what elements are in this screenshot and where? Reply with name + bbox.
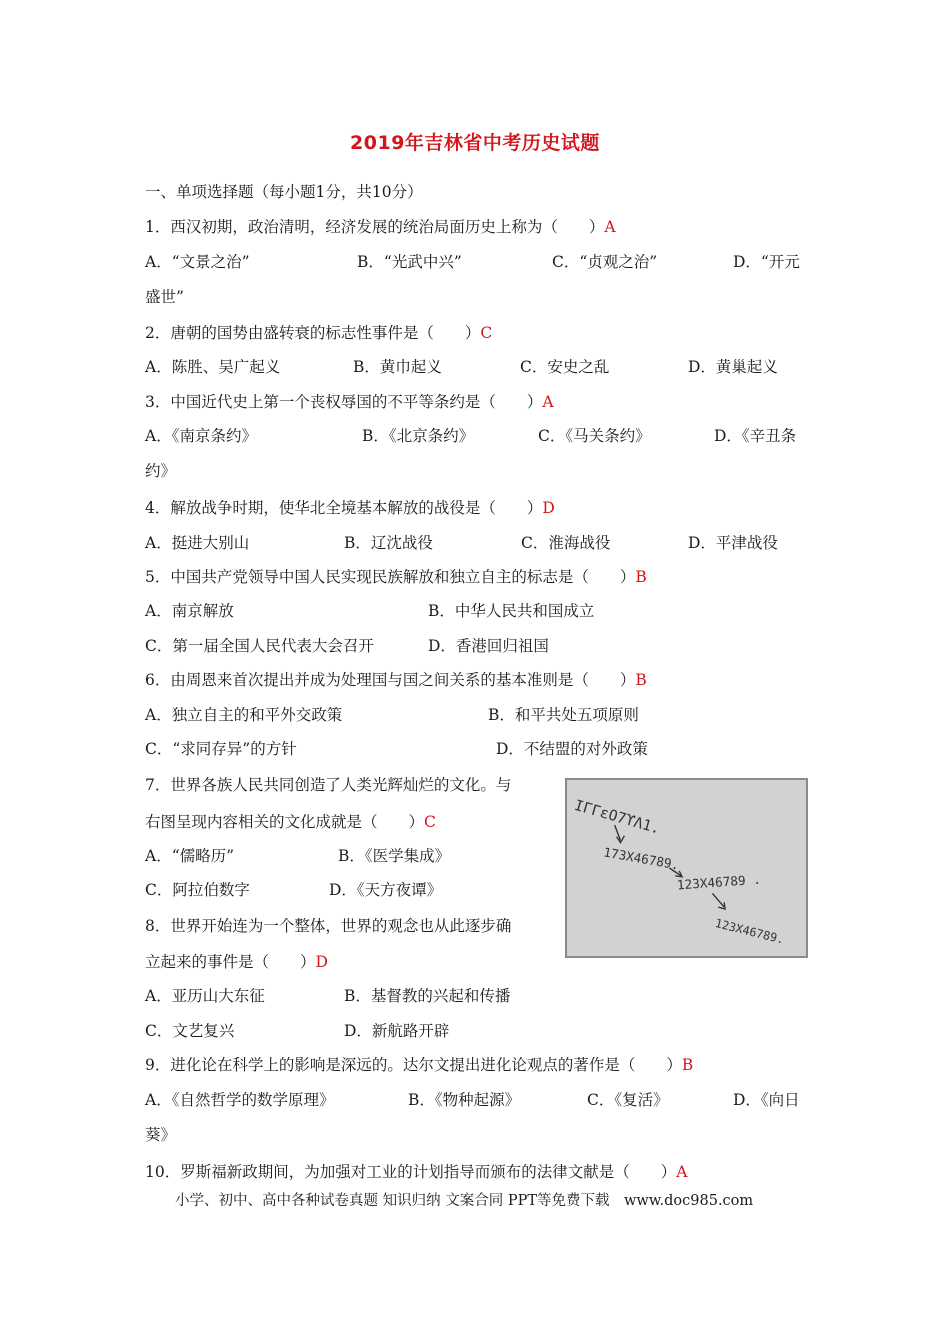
q9-option-b: B．《物种起源》: [408, 1091, 521, 1109]
question-5-stem: 5．中国共产党领导中国人民实现民族解放和独立自主的标志是（ ）B: [145, 568, 647, 586]
q2-option-a: A．陈胜、吴广起义: [145, 358, 281, 376]
q5-option-d: D．香港回归祖国: [428, 637, 549, 655]
page-title: 2019年吉林省中考历史试题: [350, 132, 600, 154]
q8-option-b: B．基督教的兴起和传播: [344, 987, 511, 1005]
q1-option-d-wrap: 盛世”: [145, 288, 184, 306]
q4-option-d: D．平津战役: [688, 534, 778, 552]
question-9-stem: 9．进化论在科学上的影响是深远的。达尔文提出进化论观点的著作是（ ）B: [145, 1056, 694, 1074]
q3-option-b: B．《北京条约》: [362, 427, 475, 445]
q7-option-a: A．“儒略历”: [145, 847, 235, 865]
q1-option-b: B．“光武中兴”: [357, 253, 462, 271]
question-4-stem: 4．解放战争时期，使华北全境基本解放的战役是（ ）D: [145, 499, 555, 517]
q7-option-b: B．《医学集成》: [338, 847, 451, 865]
question-10-stem: 10．罗斯福新政期间，为加强对工业的计划指导而颁布的法律文献是（ ）A: [145, 1163, 688, 1181]
q2-option-d: D．黄巢起义: [688, 358, 778, 376]
q9-option-d: D．《向日: [733, 1091, 800, 1109]
q6-option-b: B．和平共处五项原则: [488, 706, 639, 724]
q4-option-a: A．挺进大别山: [145, 534, 250, 552]
q4-option-c: C．淮海战役: [521, 534, 611, 552]
q3-option-a: A．《南京条约》: [145, 427, 257, 445]
figure-line-2: 173Χ46789.: [602, 844, 681, 873]
figure-line-1: IΓΓεΟ7ϒΛ1.: [572, 796, 662, 838]
question-10-answer: A: [676, 1163, 688, 1181]
q8-option-a: A．亚历山大东征: [145, 987, 265, 1005]
q9-option-c: C．《复活》: [587, 1091, 669, 1109]
question-4-answer: D: [542, 499, 555, 517]
question-9-answer: B: [681, 1056, 694, 1074]
question-6-stem: 6．由周恩来首次提出并成为处理国与国之间关系的基本准则是（ ）B: [145, 671, 647, 689]
q4-option-b: B．辽沈战役: [344, 534, 433, 552]
numerals-figure-drawing: [567, 780, 806, 956]
question-7-stem: 7．世界各族人民共同创造了人类光辉灿烂的文化。与: [145, 776, 512, 794]
question-3-stem: 3．中国近代史上第一个丧权辱国的不平等条约是（ ）A: [145, 393, 554, 411]
q6-option-c: C．“求同存异”的方针: [145, 740, 297, 758]
q1-option-c: C．“贞观之治”: [552, 253, 658, 271]
question-7-answer: C: [424, 813, 436, 831]
q3-option-d-wrap: 约》: [145, 462, 177, 480]
question-3-answer: A: [542, 393, 554, 411]
question-2-stem: 2．唐朝的国势由盛转衰的标志性事件是（ ）C: [145, 324, 493, 342]
q6-option-d: D．不结盟的对外政策: [496, 740, 648, 758]
q5-option-c: C．第一届全国人民代表大会召开: [145, 637, 374, 655]
question-8-stem-cont: 立起来的事件是（ ）D: [145, 953, 328, 971]
q5-option-b: B．中华人民共和国成立: [428, 602, 595, 620]
question-1-answer: A: [604, 218, 616, 236]
q5-option-a: A．南京解放: [145, 602, 234, 620]
q6-option-a: A．独立自主的和平外交政策: [145, 706, 343, 724]
question-8-stem: 8．世界开始连为一个整体，世界的观念也从此逐步确: [145, 917, 512, 935]
page-footer: 小学、初中、高中各种试卷真题 知识归纳 文案合同 PPT等免费下载 www.doc985.com: [175, 1193, 754, 1209]
q2-option-b: B．黄巾起义: [353, 358, 442, 376]
question-1-stem: 1．西汉初期，政治清明，经济发展的统治局面历史上称为（ ）A: [145, 218, 616, 236]
question-6-answer: B: [635, 671, 647, 689]
q8-option-d: D．新航路开辟: [344, 1022, 450, 1040]
q1-option-a: A．“文景之治”: [145, 253, 250, 271]
q8-option-c: C．文艺复兴: [145, 1022, 235, 1040]
q7-option-c: C．阿拉伯数字: [145, 881, 250, 899]
question-2-answer: C: [480, 324, 493, 342]
figure-line-3: 123Χ46789 .: [676, 871, 762, 893]
q3-option-c: C．《马关条约》: [538, 427, 651, 445]
numerals-figure: [565, 778, 808, 958]
q2-option-c: C．安史之乱: [520, 358, 610, 376]
q9-option-a: A．《自然哲学的数学原理》: [145, 1091, 335, 1109]
section-heading: 一、单项选择题（每小题1分，共10分）: [145, 183, 423, 201]
question-8-answer: D: [315, 953, 328, 971]
question-5-answer: B: [635, 568, 647, 586]
figure-line-4: 123Χ46789.: [713, 915, 786, 947]
q1-option-d: D．“开元: [733, 253, 800, 271]
q3-option-d: D．《辛丑条: [714, 427, 797, 445]
question-7-stem-cont: 右图呈现内容相关的文化成就是（ ）C: [145, 813, 436, 831]
q9-option-d-wrap: 葵》: [145, 1126, 177, 1144]
q7-option-d: D．《天方夜谭》: [329, 881, 443, 899]
